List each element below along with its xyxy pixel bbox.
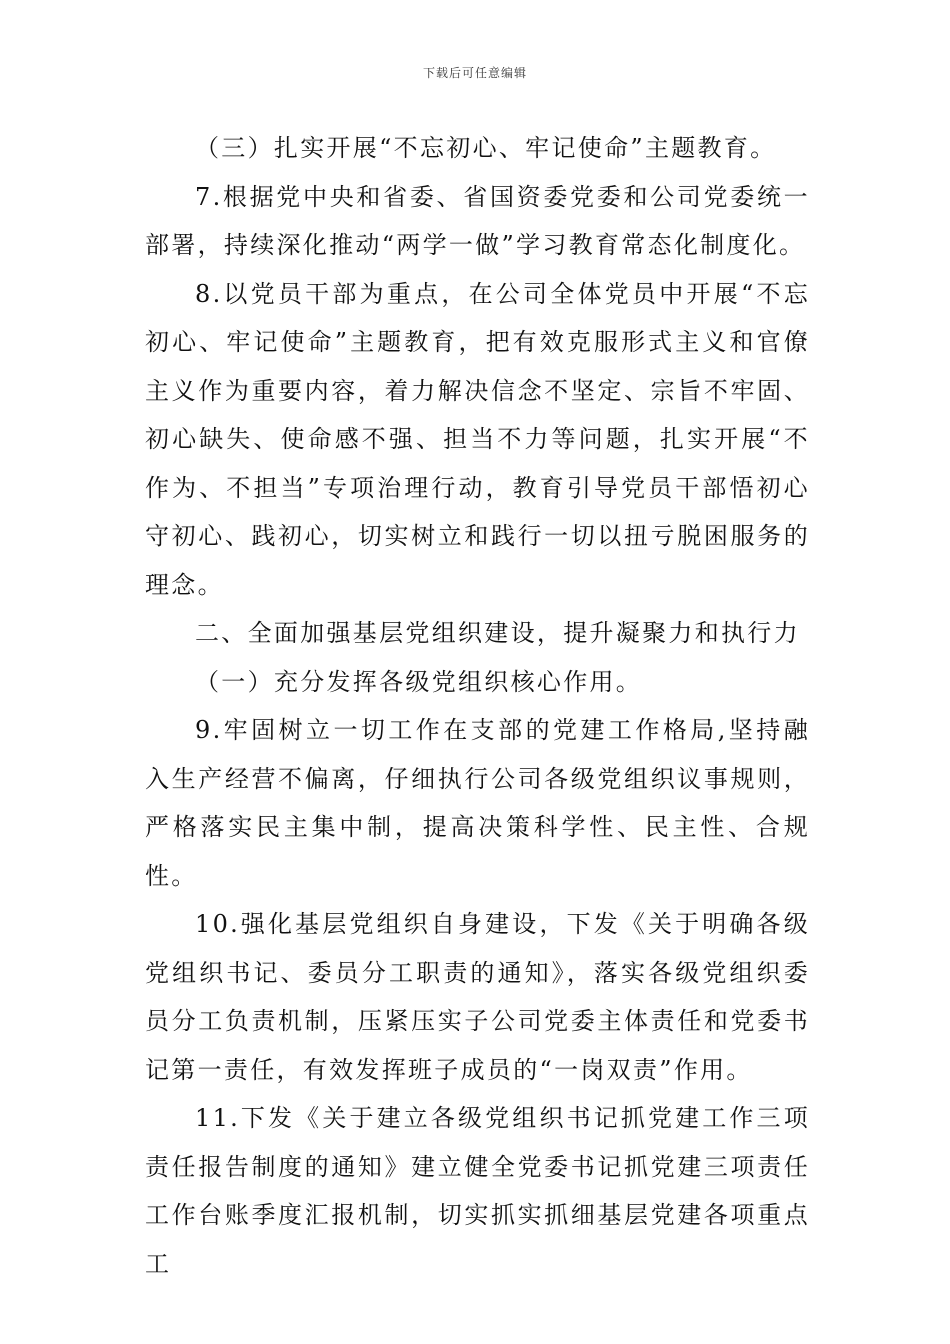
- header-note: 下载后可任意编辑: [422, 66, 527, 80]
- section-heading-3: （三）扎实开展“不忘初心、牢记使命”主题教育。: [195, 134, 777, 162]
- paragraph-item-8: 8.以党员干部为重点，在公司全体党员中开展“不忘初心、牢记使命”主题教育，把有效克服形式主义和官僚主义作为重要内容，着力解决信念不坚定、宗旨不牢固、初心缺失、使命感不强、担当不力等问题，扎实开展“不作为、不担当”专项治理行动，教育引导党员干部悟初心守初心、践初心，切实树立和践行一切以扭亏脱困服务的理念。: [145, 279, 810, 599]
- subsection-heading-1: （一）充分发挥各级党组织核心作用。: [195, 667, 643, 696]
- paragraph-item-11: 11.下发《关于建立各级党组织书记抓党建工作三项责任报告制度的通知》建立健全党委书记抓党建三项责任工作台账季度汇报机制，切实抓实抓细基层党建各项重点工: [145, 1104, 810, 1278]
- document-body: [145, 124, 810, 1288]
- paragraph-item-9: 9.牢固树立一切工作在支部的党建工作格局,坚持融入生产经营不偏离，仔细执行公司各级党组织议事规则，严格落实民主集中制，提高决策科学性、民主性、合规性。: [145, 716, 810, 890]
- section-heading-2: 二、全面加强基层党组织建设，提升凝聚力和执行力: [195, 619, 800, 647]
- paragraph-item-10: 10.强化基层党组织自身建设，下发《关于明确各级党组织书记、委员分工职责的通知》，落实各级党组织委员分工负责机制，压紧压实子公司党委主体责任和党委书记第一责任，有效发挥班子成员的“一岗双责”作用。: [145, 910, 810, 1084]
- paragraph-item-7: 7.根据党中央和省委、省国资委党委和公司党委统一部署，持续深化推动“两学一做”学习教育常态化制度化。: [145, 182, 810, 259]
